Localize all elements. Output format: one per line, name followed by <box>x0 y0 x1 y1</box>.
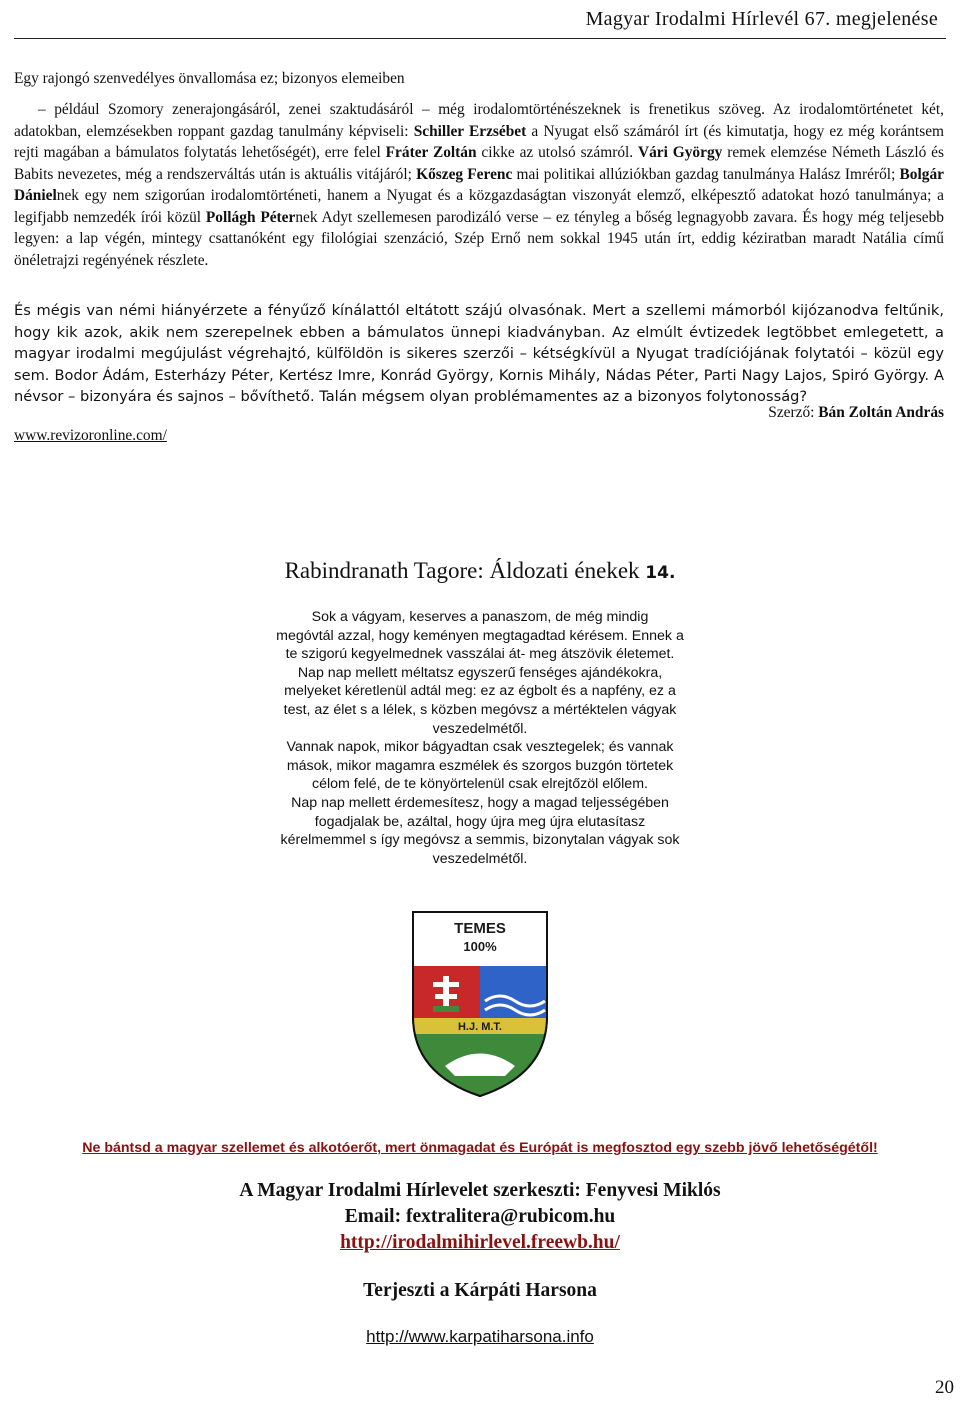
footer-motto: Ne bántsd a magyar szellemet és alkotóerőt, mert önmagadat és Európát is megfosztod egy szebb jövő lehetőségétől! <box>82 1140 878 1156</box>
poem-line: megóvtál azzal, hogy keményen megtagadtad kérésem. Ennek a <box>276 627 684 644</box>
poem-line: veszedelmétől. <box>432 850 528 867</box>
poem-title <box>0 558 960 584</box>
temes-coat-of-arms-icon <box>405 906 555 1101</box>
poem-line: Nap nap mellett érdemesítesz, hogy a magad teljességében <box>291 794 669 811</box>
poem-line: fogadjalak be, azáltal, hogy újra meg újra elutasítasz <box>314 813 646 830</box>
emblem-line2: 100% <box>463 939 497 954</box>
poem-line: veszedelmétől. <box>432 720 528 737</box>
poem-line: test, az élet s a lélek, s közben megóvsz a mértéktelen vágyak <box>283 701 677 718</box>
poem-line: célom felé, de te könyörtelenül csak elrejtőzöl előlem. <box>312 776 648 793</box>
article-text-run: nek Adyt szellemesen parodizáló verse – ez tényleg a bőség legnagyobb zavara. És hogy még teljesebb legyen: a lap végén, mintegy csattanóként egy filológiai szenzáció, Szép Ernő nem sokkal 1945 után írt, eddig kéziratban maradt Natália című önéletrajzi regényének részlete. <box>14 208 945 269</box>
highlighted-name: Pollágh Péter <box>205 208 296 226</box>
poem-number: 14. <box>645 563 676 583</box>
poem-line: kérelmemmel s így megóvsz a semmis, bizonytalan vágyak sok <box>280 832 680 849</box>
page-number: 20 <box>935 1377 954 1398</box>
newsletter-header-title: Magyar Irodalmi Hírlevél 67. megjelenése <box>585 8 938 30</box>
article-intro-line: Egy rajongó szenvedélyes önvallomása ez; bizonyos elemeiben <box>14 70 405 87</box>
email-address[interactable]: fextralitera@rubicom.hu <box>401 1206 616 1227</box>
email-label: Email: <box>344 1206 402 1227</box>
distributor-link[interactable]: http://www.karpatiharsona.info <box>366 1327 594 1346</box>
poem-line: mások, mikor magamra eszmélek és szorgos buzgón törtetek <box>286 757 674 774</box>
highlighted-name: Kőszeg Ferenc <box>416 165 513 183</box>
highlighted-name: Fráter Zoltán <box>385 144 477 161</box>
article-text-run: nek egy nem szigorúan irodalomtörténeti, hanem a Nyugat és a közgazdaságtan viszonyát elemző, elképesztő adatokat hozó tanulmánya; a legifjabb nemzedék írói közül <box>14 187 944 226</box>
source-link[interactable]: www.revizoronline.com/ <box>14 427 167 444</box>
highlighted-name: Schiller Erzsébet <box>413 122 527 140</box>
highlighted-name: Bolgár Dániel <box>14 165 944 204</box>
author-name: Bán Zoltán András <box>818 404 944 421</box>
article-text-run: cikke az utolsó számról. <box>476 144 638 161</box>
poem-line: melyeket kéretlenül adtál meg: ez az égbolt és a napfény, ez a <box>284 683 676 700</box>
emblem-band-text: H.J. M.T. <box>457 1021 503 1033</box>
footer-email-line <box>0 1206 960 1228</box>
poem-body <box>240 608 720 868</box>
highlighted-name: Vári György <box>637 144 723 161</box>
article-text-run: remek elemzése Németh László és Babits nevezetes, még a rendszerváltás után is aktuális vitájáról; <box>14 144 944 183</box>
distributor-line: Terjeszti a Kárpáti Harsona <box>363 1280 597 1301</box>
article-main-paragraph <box>14 99 944 271</box>
poem-line: Nap nap mellett méltatsz egyszerű fenséges ajándékokra, <box>297 664 663 681</box>
poem-line: Sok a vágyam, keserves a panaszom, de még mindig <box>311 609 649 625</box>
poem-title-text: Rabindranath Tagore: Áldozati énekek <box>284 558 646 583</box>
main-indent <box>14 101 38 118</box>
author-line <box>768 404 944 422</box>
poem-line: te szigorú kegyelmednek vasszálai át- meg átszövik életemet. <box>285 646 675 663</box>
article-text-run: – például Szomory zenerajongásáról, zenei szaktudásáról – még irodalomtörténészeknek is frenetikus szöveg. Az irodalomtörténetet két, adatokban, elemzésekben roppant gazdag tanulmány képviseli: <box>14 101 944 140</box>
author-prefix: Szerző: <box>768 404 819 421</box>
article-text-run: mai politikai allúziókban gazdag tanulmánya Halász Imréről; <box>512 165 900 183</box>
article-text-run: a Nyugat első számáról írt (és kimutatja, hogy ez még korántsem rejti magában a bámulatos folytatás lehetőségét), erre felel <box>14 122 944 161</box>
emblem-line1: TEMES <box>454 920 506 937</box>
poem-line: Vannak napok, mikor bágyadtan csak vesztegelek; és vannak <box>286 739 674 756</box>
header-divider <box>14 38 946 39</box>
article-second-paragraph: És mégis van némi hiányérzete a fényűző kínálattól eltátott szájú olvasónak. Mert a szellemi mámorból kijózanodva feltűnik, hogy kik azok, akik nem szerepelnek ebben a bámulatos ünnepi kiadványban. Az elmúlt évtizedek legtöbbet emlegetett, a magyar irodalmi megújulást végrehajtó, külföldön is sikeres szerzői – kétségkívül a Nyugat tradíciójának folytatói – közül egy sem. Bodor Ádám, Esterházy Péter, Kertész Imre, Konrád György, Kornis Mihály, Nádas Péter, Parti Nagy Lajos, Spiró György. A névsor – bizonyára és sajnos – bővíthető. Talán mégsem olyan problémamentes az a bizonyos folytonosság? <box>14 302 944 406</box>
footer-editor-line: A Magyar Irodalmi Hírlevelet szerkeszti: Fenyvesi Miklós <box>239 1180 721 1201</box>
newsletter-site-link[interactable]: http://irodalmihirlevel.freewb.hu/ <box>340 1232 620 1253</box>
